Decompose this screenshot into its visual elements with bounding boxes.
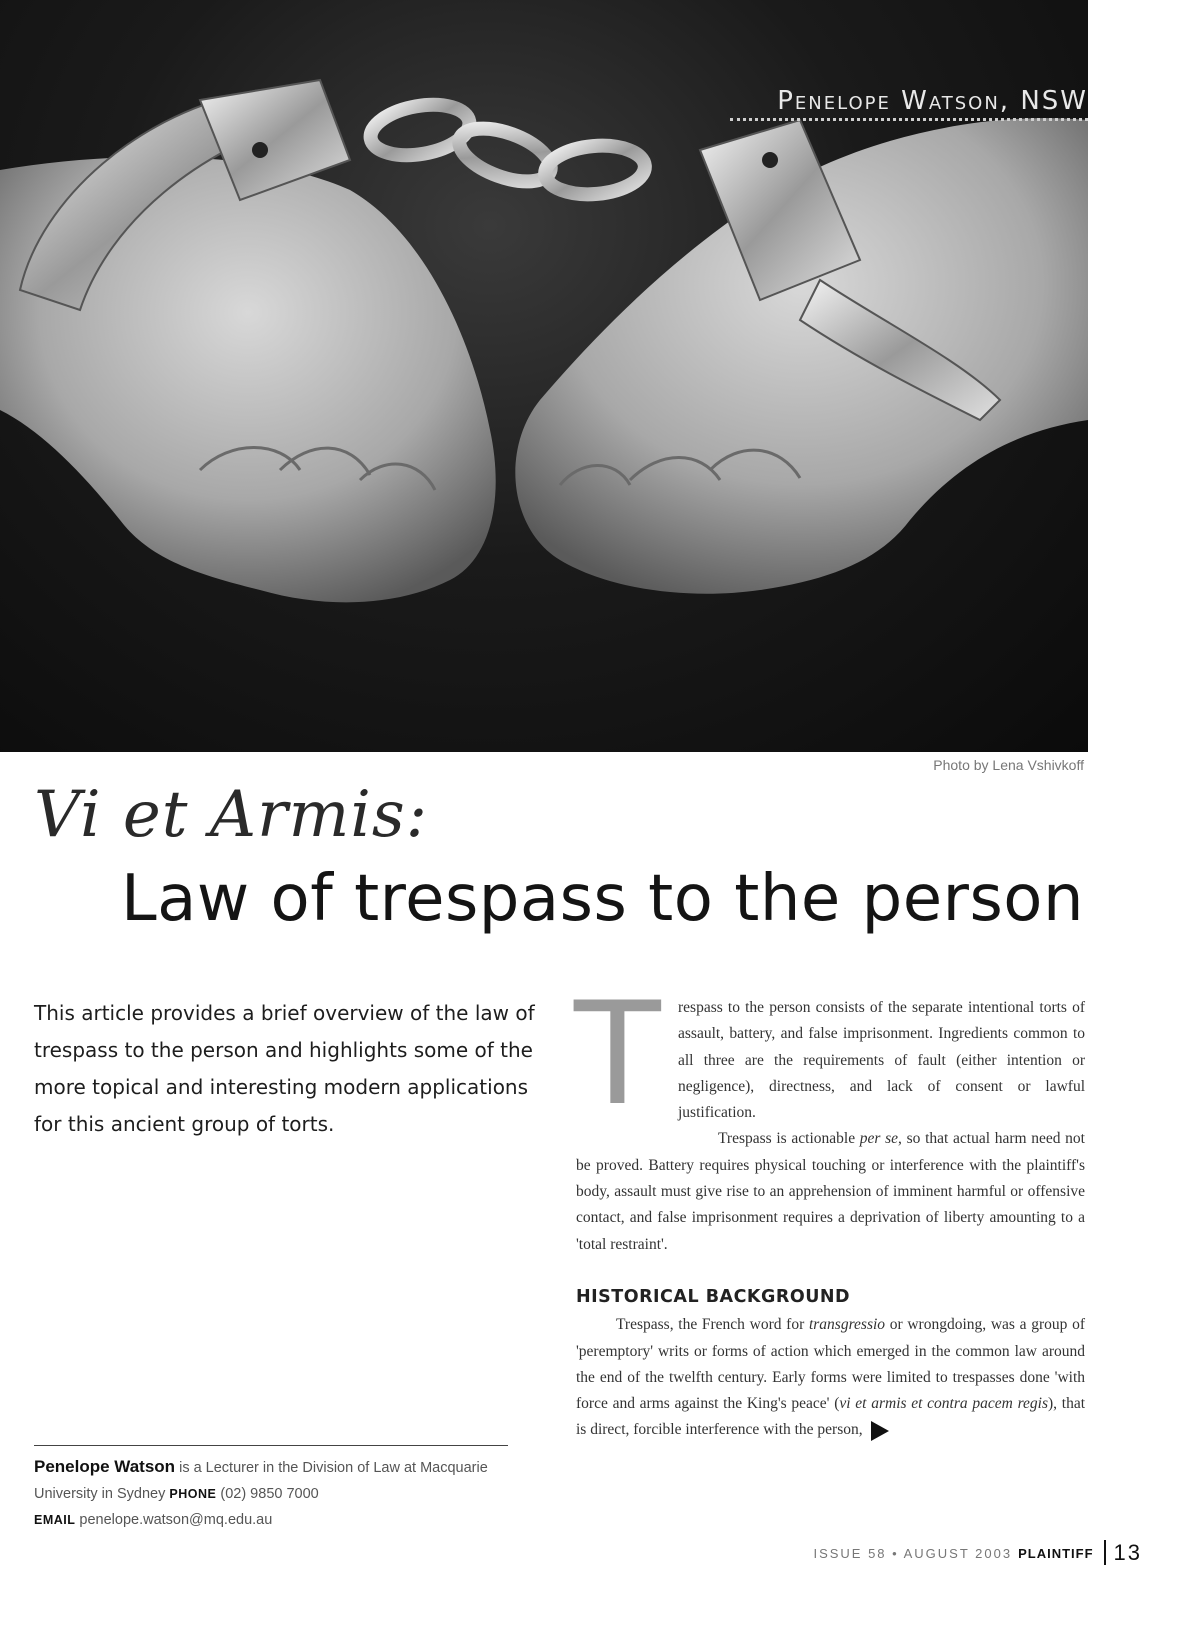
byline-dotted-rule (730, 118, 1088, 121)
title-italic: Vi et Armis: (34, 778, 429, 852)
paragraph-3 (576, 1312, 1085, 1443)
article-body (574, 972, 1086, 1444)
p3-em1: transgressio (808, 1316, 886, 1334)
phone-value: (02) 9850 7000 (216, 1486, 319, 1502)
continue-arrow-icon (871, 1421, 889, 1441)
phone-label: PHONE (169, 1487, 217, 1501)
photo-credit: Photo by Lena Vshivkoff (933, 757, 1084, 773)
bio-divider (34, 1445, 508, 1446)
p2-b: , so that actual harm need not be proved. Battery requires physical touching or interference with the plaintiff's body, assault must give rise to an apprehension of imminent harmful or offensive contact, and false imprisonment requires a deprivation of liberty amounting to a 'total restraint'. (576, 1130, 1085, 1253)
page-footer (813, 1540, 1142, 1566)
footer-brand: PLAINTIFF (1018, 1546, 1094, 1561)
p3-a: Trespass, the French word for (616, 1316, 809, 1334)
drop-cap: T (574, 972, 661, 1137)
p3-b: or wrongdoing, was a group of 'peremptory' writs or forms of action which emerged in the common law around the end of the twelfth century. Early forms were limited to trespasses done 'with force and arms against the King's peace' ( (576, 1316, 1085, 1413)
email-value: penelope.watson@mq.edu.au (75, 1512, 273, 1528)
hero-photo (0, 0, 1088, 752)
paragraph-2 (576, 1126, 1085, 1257)
p2-em: per se (859, 1130, 899, 1148)
footer-issue: ISSUE 58 • AUGUST 2003 (813, 1546, 1013, 1561)
article-lede: This article provides a brief overview of the law of trespass to the person and highlights some of the more topical and interesting modern applications for this ancient group of torts. (34, 1001, 535, 1136)
bio-name: Penelope Watson (34, 1457, 176, 1476)
bio-text: is a Lecturer in the Division of Law at Macquarie University in Sydney (34, 1460, 488, 1502)
paragraph-1 (574, 972, 1085, 1137)
page-number: 13 (1104, 1540, 1142, 1565)
p2-a: Trespass is actionable (718, 1130, 860, 1148)
author-byline: Penelope Watson, NSW (777, 86, 1088, 116)
email-label: EMAIL (34, 1513, 76, 1527)
author-bio (34, 1454, 534, 1533)
section-heading: HISTORICAL BACKGROUND (576, 1286, 851, 1307)
p3-em2: vi et armis et contra pacem regis (839, 1395, 1048, 1413)
p3-c: ), that is direct, forcible interference with the person, (576, 1395, 1086, 1439)
paragraph-1-text: respass to the person consists of the separate intentional torts of assault, battery, and false imprisonment. Ingredients common to all three are the requirements of fault (either intention or negligence), directness, and lack of consent or lawful justification. (678, 999, 1085, 1122)
title-main: Law of trespass to the person (120, 862, 1084, 936)
